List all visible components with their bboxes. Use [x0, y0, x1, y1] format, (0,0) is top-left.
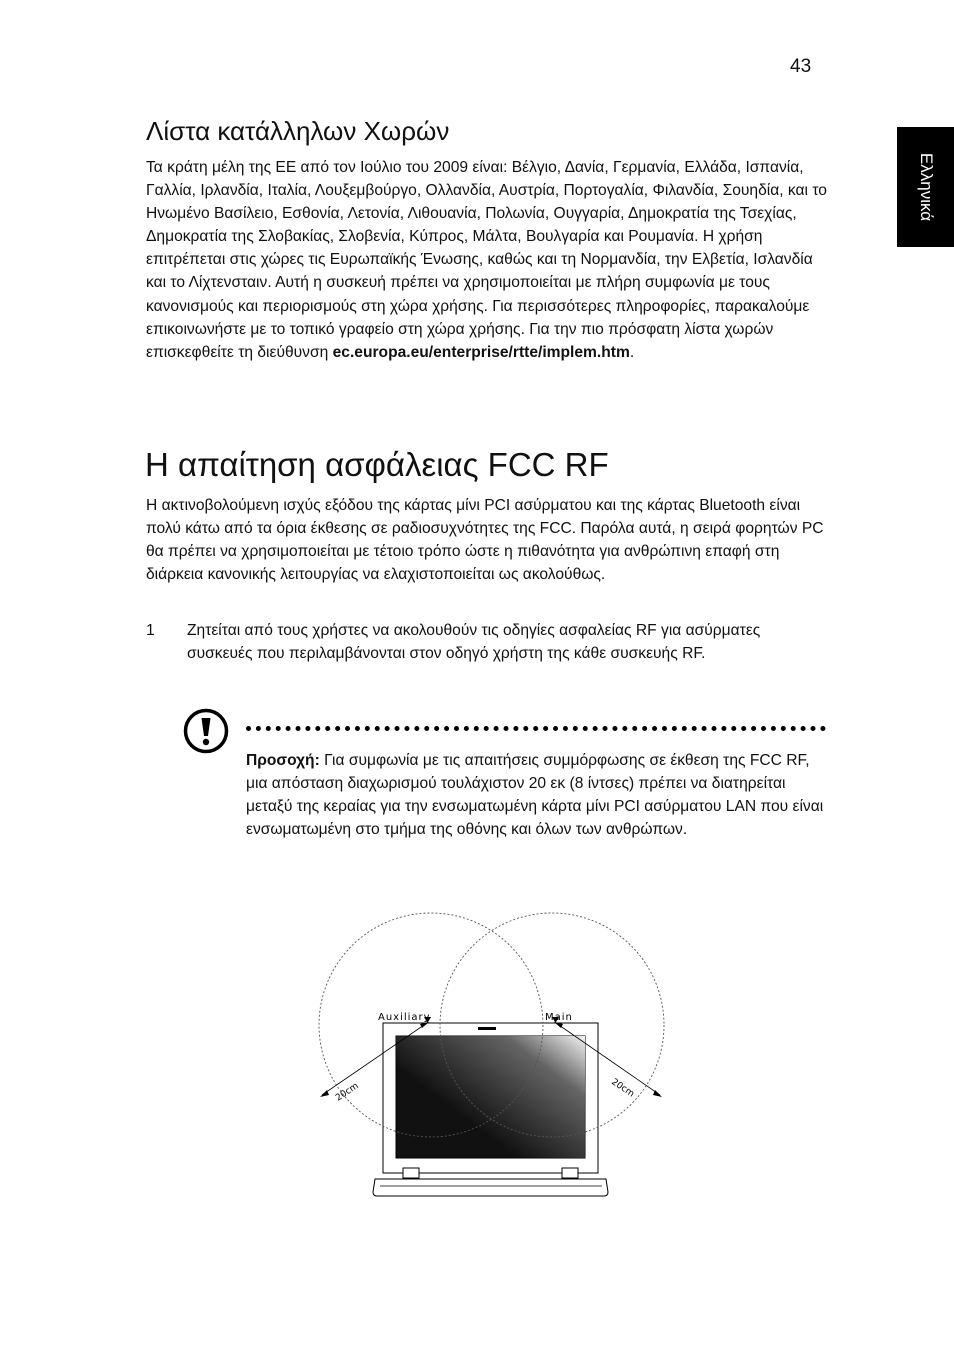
list-item-text: Ζητείται από τους χρήστες να ακολουθούν τις οδηγίες ασφαλείας RF για ασύρματες συσκευές που περιλαμβάνονται στον οδηγό χρήστη της κάθε συσκευής RF.	[187, 622, 761, 663]
language-side-tab-label: Ελληνικά	[916, 152, 936, 222]
webcam	[478, 1027, 496, 1030]
fcc-paragraph: Η ακτινοβολούμενη ισχύς εξόδου της κάρτας μίνι PCI ασύρματου και της κάρτας Bluetooth είναι πολύ κάτω από τα όρια έκθεσης σε ραδιοσυχνότητες της FCC. Παρόλα αυτά, η σειρά φορητών PC θα πρέπει να χρησιμοποιείται με τέτοιο τρόπο ώστε η πιθανότητα για ανθρώπινη επαφή στη διάρκεια κανονικής λειτουργίας να ελαχιστοποιείται ως ακολούθως.	[146, 497, 824, 584]
main-label: Main	[545, 1012, 573, 1023]
note-divider	[246, 726, 826, 731]
fcc-heading: Η απαίτηση ασφάλειας FCC RF	[145, 446, 609, 483]
list-item-number: 1	[146, 622, 155, 639]
laptop-base	[373, 1179, 608, 1196]
europa-link[interactable]: ec.europa.eu/enterprise/rtte/implem.htm	[332, 343, 630, 361]
page-number: 43	[790, 56, 812, 77]
antenna-distance-diagram	[290, 905, 690, 1205]
distance-label-right: 20cm	[609, 1077, 636, 1100]
countries-heading: Λίστα κατάλληλων Χωρών	[146, 116, 450, 146]
distance-label-left: 20cm	[334, 1081, 361, 1104]
countries-paragraph	[146, 156, 836, 364]
countries-body-suffix: .	[629, 343, 635, 361]
caution-text: Για συμφωνία με τις απαιτήσεις συμμόρφωσης σε έκθεση της FCC RF, μια απόσταση διαχωρισμού τουλάχιστον 20 εκ (8 ίντσες) πρέπει να διατηρείται μεταξύ της κεραίας για την ενσωματωμένη κάρτα μίνι PCI ασύρματου LAN που είναι ενσωματωμένη στο τμήμα της οθόνης και όλων των ανθρώπων.	[246, 752, 824, 839]
language-side-tab	[897, 127, 954, 247]
caution-label: Προσοχή:	[246, 752, 320, 769]
caution-note	[246, 749, 826, 841]
exclamation-circle-icon	[183, 708, 229, 754]
auxiliary-label: Auxiliary	[378, 1012, 431, 1023]
countries-body: Τα κράτη μέλη της ΕΕ από τον Ιούλιο του 2009 είναι: Βέλγιο, Δανία, Γερμανία, Ελλάδα, Ισπανία, Γαλλία, Ιρλανδία, Ιταλία, Λουξεμβούργο, Ολλανδία, Αυστρία, Πορτογαλία, Φιλανδία, Σουηδία, και το Ηνωμένο Βασίλειο, Εσθονία, Λετονία, Λιθουανία, Πολωνία, Ουγγαρία, Δημοκρατία της Τσεχίας, Δημοκρατία της Σλοβακίας, Σλοβενία, Κύπρος, Μάλτα, Βουλγαρία και Ρουμανία. Η χρήση επιτρέπεται στις χώρες τις Ευρωπαϊκής Ένωσης, καθώς και τη Νορμανδία, την Ελβετία, Ισλανδία και το Λίχτενσταιν. Αυτή η συσκευή πρέπει να χρησιμοποιείται με πλήρη συμφωνία με τους κανονισμούς και περιορισμούς στη χώρα χρήσης. Για περισσότερες πληροφορίες, παρακαλούμε επικοινωνήστε με το τοπικό γραφείο στη χώρα χρήσης. Για την πιο πρόσφατη λίστα χωρών επισκεφθείτε τη διεύθυνση	[146, 159, 827, 361]
